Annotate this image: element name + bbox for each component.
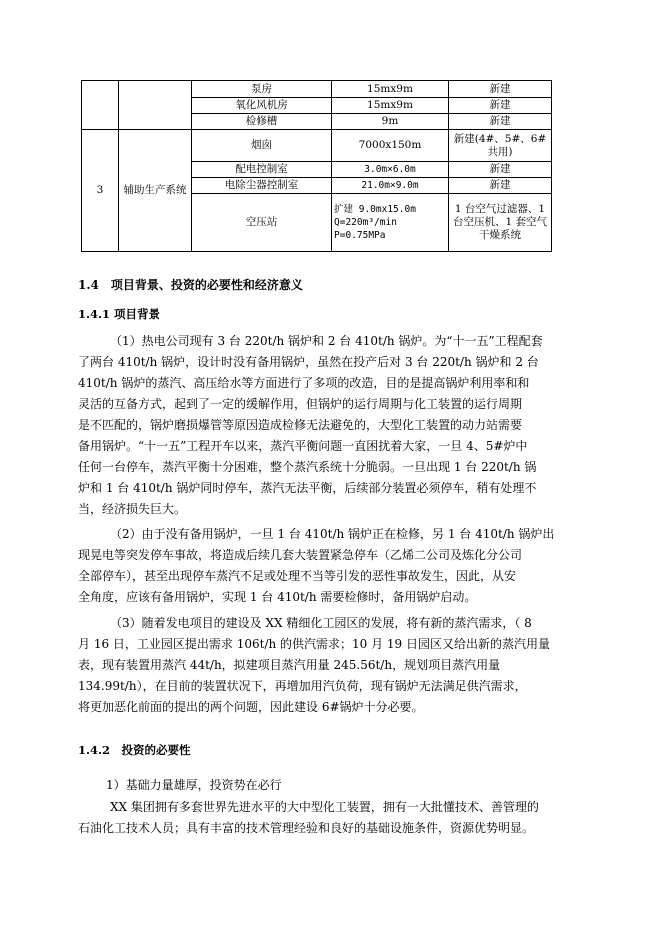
text-line: 备用锅炉。“十一五”工程开车以来，蒸汽平衡问题一直困扰着大家，一旦 4、5#炉中: [78, 439, 528, 453]
facility-name: 氧化风机房: [192, 98, 332, 114]
table-cell: [82, 81, 119, 130]
text-line: 将更加恶化前面的提出的两个问题，因此建设 6#锅炉十分必要。: [78, 700, 424, 714]
text-line: 月 16 日，工业园区提出需求 106t/h 的供汽需求；10 月 19 日园区又给出新的蒸汽用量: [78, 637, 551, 651]
table-row: [82, 130, 552, 162]
text-line: 石油化工技术人员；具有丰富的技术管理经验和良好的基础设施条件，资源优势明显。: [78, 821, 535, 835]
paragraph-3: [78, 613, 578, 718]
paragraph-2: [78, 524, 578, 608]
facility-size: 7000x150m: [332, 130, 449, 162]
facility-name: 配电控制室: [192, 162, 332, 178]
facility-note: 新建: [449, 98, 552, 114]
facility-note: 新建(4#、5#、6#共用): [449, 130, 552, 162]
text-line: 了两台 410t/h 锅炉，设计时没有备用锅炉，虽然在投产后对 3 台 220t/h 锅炉和 2 台: [78, 355, 539, 369]
subsection-heading: 1.4.1 项目背景: [78, 307, 161, 321]
text-line: 表，现有装置用蒸汽 44t/h，拟建项目蒸汽用量 245.56t/h，规划项目蒸汽用量: [78, 658, 501, 672]
facility-table: [81, 80, 552, 252]
facility-note: 新建: [449, 162, 552, 178]
facility-note: 1 台空气过滤器、1 台空压机、1 套空气干燥系统: [449, 194, 552, 252]
text-line: 是不匹配的，锅炉磨损爆管等原因造成检修无法避免的，大型化工装置的动力站需要: [78, 418, 523, 432]
sub-heading: 1）基础力量雄厚，投资势在必行: [106, 778, 282, 792]
text-line: 炉和 1 台 410t/h 锅炉同时停车，蒸汽无法平衡，后续部分装置必须停车，稍有处理不: [78, 481, 537, 495]
group-number: 3: [82, 130, 119, 252]
text-line: 当，经济损失巨大。: [78, 502, 187, 516]
text-line: XX 集团拥有多套世界先进水平的大中型化工装置，拥有一大批懂技术、善管理的: [110, 800, 539, 814]
text-line: 全角度，应该有备用锅炉，实现 1 台 410t/h 需要检修时，备用锅炉启动。: [78, 590, 477, 604]
facility-name: 空压站: [192, 194, 332, 252]
table-cell: [119, 81, 192, 130]
facility-size: 3.0m×6.0m: [332, 162, 449, 178]
subsection-heading: 1.4.2 投资的必要性: [78, 743, 191, 757]
text-line: （2）由于没有备用锅炉，一旦 1 台 410t/h 锅炉正在检修，另 1 台 410t/h 锅炉出: [110, 527, 555, 541]
section-heading: 1.4 项目背景、投资的必要性和经济意义: [78, 278, 303, 292]
facility-note: 新建: [449, 114, 552, 130]
facility-size: 15mx9m: [332, 81, 449, 98]
text-line: 现晃电等突发停车事故，将造成后续几套大装置紧急停车（乙烯二公司及炼化分公司: [78, 548, 523, 562]
facility-name: 检修槽: [192, 114, 332, 130]
facility-note: 新建: [449, 178, 552, 194]
text-line: （3）随着发电项目的建设及 XX 精细化工园区的发展，将有新的蒸汽需求，（ 8: [110, 616, 532, 630]
facility-note: 新建: [449, 81, 552, 98]
text-line: 任何一台停车，蒸汽平衡十分困难，整个蒸汽系统十分脆弱。一旦出现 1 台 220t/h 锅: [78, 460, 537, 474]
text-line: 灵活的互备方式，起到了一定的缓解作用，但锅炉的运行周期与化工装置的运行周期: [78, 397, 523, 411]
group-name: 辅助生产系统: [119, 130, 192, 252]
facility-size: 21.0m×9.0m: [332, 178, 449, 194]
facility-name: 烟囱: [192, 130, 332, 162]
facility-name: 泵房: [192, 81, 332, 98]
text-line: 410t/h 锅炉的蒸汽、高压给水等方面进行了多项的改造，目的是提高锅炉利用率和和: [78, 376, 530, 390]
facility-size: 扩建 9.0mx15.0m Q=220m³/min P=0.75MPa: [332, 194, 449, 252]
paragraph-1: [78, 331, 578, 520]
facility-size: 15mx9m: [332, 98, 449, 114]
facility-name: 电除尘器控制室: [192, 178, 332, 194]
table-row: [82, 81, 552, 98]
facility-size: 9m: [332, 114, 449, 130]
text-line: 134.99t/h），在目前的装置状况下，再增加用汽负荷，现有锅炉无法满足供汽需求，: [78, 679, 527, 693]
paragraph-4: [78, 797, 578, 839]
text-line: 全部停车），甚至出现停车蒸汽不足或处理不当等引发的恶性事故发生，因此，从安: [78, 569, 517, 583]
text-line: （1）热电公司现有 3 台 220t/h 锅炉和 2 台 410t/h 锅炉。为“十一五”工程配套: [110, 334, 543, 348]
